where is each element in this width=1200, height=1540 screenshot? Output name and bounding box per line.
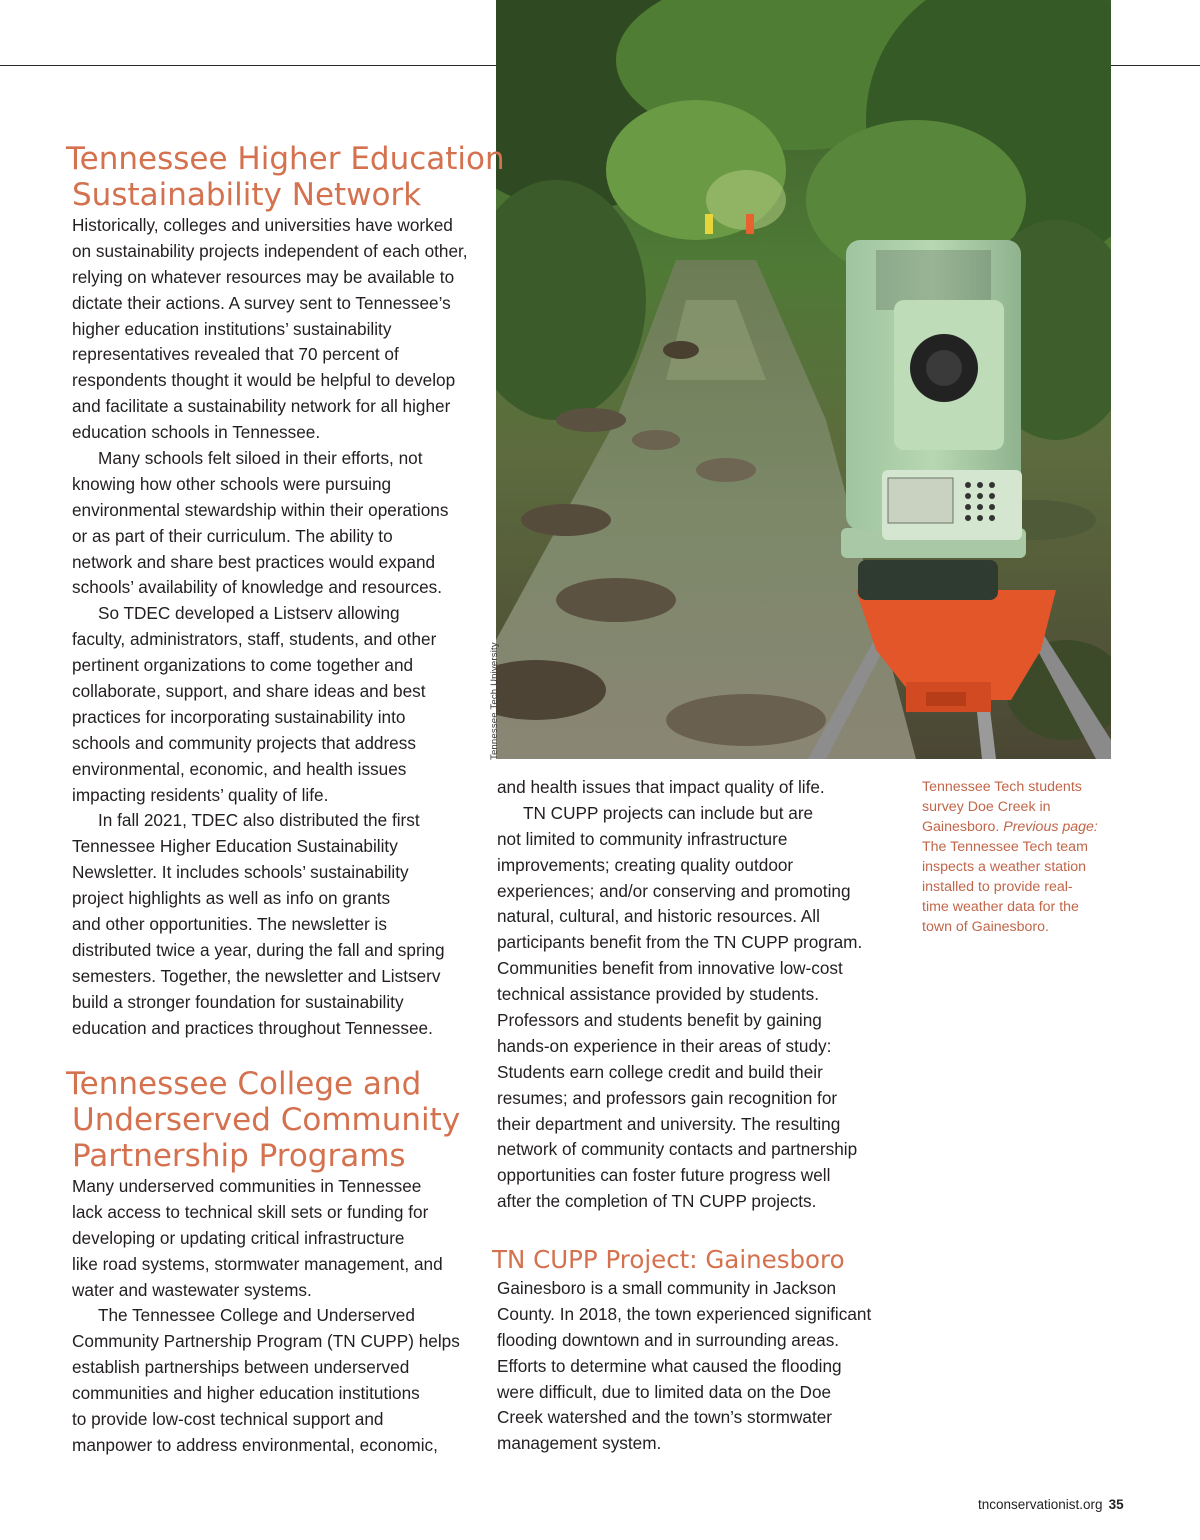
- section2-body: [72, 1174, 460, 1459]
- top-rule-right: [1111, 65, 1200, 66]
- caption-line: The Tennessee Tech team: [922, 839, 1088, 855]
- body-line: improvements; creating quality outdoor: [497, 854, 794, 875]
- body-line: communities and higher education institutions: [72, 1383, 420, 1404]
- body-line: Gainesboro is a small community in Jackson: [497, 1278, 837, 1298]
- body-line: Creek watershed and the town’s stormwater: [497, 1407, 832, 1428]
- body-line: natural, cultural, and historic resources. All: [497, 906, 820, 927]
- section1-title-line: Tennessee Higher Education: [66, 141, 505, 177]
- caption-italic: Previous page:: [1003, 819, 1098, 835]
- section3-title-line: TN CUPP Project: Gainesboro: [492, 1245, 845, 1274]
- body-line: Newsletter. It includes schools’ sustainability: [72, 862, 409, 883]
- body-line: experiences; and/or conserving and promoting: [497, 880, 851, 901]
- body-line: manpower to address environmental, economic,: [72, 1434, 438, 1455]
- caption-line: inspects a weather station: [922, 859, 1087, 875]
- body-line: were difficult, due to limited data on the Doe: [497, 1381, 832, 1402]
- body-line: distributed twice a year, during the fall and spring: [72, 939, 445, 960]
- body-line: Professors and students benefit by gaining: [497, 1010, 822, 1031]
- body-line: In fall 2021, TDEC also distributed the first: [98, 810, 420, 831]
- body-line: technical assistance provided by students.: [497, 984, 819, 1005]
- section2-title-line: Tennessee College and: [66, 1066, 422, 1102]
- body-line: schools’ availability of knowledge and resources.: [72, 577, 443, 598]
- body-line: schools and community projects that address: [72, 732, 416, 753]
- body-line: Efforts to determine what caused the flooding: [497, 1355, 842, 1376]
- body-line: education and practices throughout Tennessee.: [72, 1017, 433, 1038]
- body-line: flooding downtown and in surrounding areas.: [497, 1329, 840, 1350]
- body-line: TN CUPP projects can include but are: [523, 802, 814, 823]
- survey-photo: [496, 0, 1111, 759]
- top-rule-left: [0, 65, 496, 66]
- body-line: relying on whatever resources may be available to: [72, 266, 455, 287]
- body-line: network and share best practices would expand: [72, 551, 436, 572]
- body-line: Students earn college credit and build their: [497, 1061, 823, 1082]
- caption-line: Tennessee Tech students: [922, 779, 1082, 795]
- body-line: developing or updating critical infrastructure: [72, 1227, 405, 1248]
- body-line: establish partnerships between underserved: [72, 1357, 410, 1378]
- photo-caption: [922, 777, 1122, 937]
- body-line: higher education institutions’ sustainability: [72, 318, 392, 339]
- body-line: dictate their actions. A survey sent to Tennessee’s: [72, 292, 451, 313]
- page-footer: [978, 1497, 1124, 1512]
- body-line: and facilitate a sustainability network for all higher: [72, 396, 451, 417]
- body-line: education schools in Tennessee.: [72, 422, 321, 443]
- body-line: The Tennessee College and Underserved: [98, 1305, 415, 1326]
- body-line: build a stronger foundation for sustainability: [72, 991, 404, 1012]
- caption-text: Gainesboro.: [922, 819, 1004, 835]
- body-line: So TDEC developed a Listserv allowing: [98, 603, 400, 624]
- caption-line: town of Gainesboro.: [922, 919, 1049, 935]
- body-line: and other opportunities. The newsletter is: [72, 914, 387, 935]
- body-line: semesters. Together, the newsletter and Listserv: [72, 965, 441, 986]
- body-line: project highlights as well as info on grants: [72, 888, 391, 909]
- section3-title: [492, 1245, 845, 1275]
- body-line: collaborate, support, and share ideas and best: [72, 681, 426, 702]
- page-number: 35: [1108, 1497, 1124, 1512]
- body-line: like road systems, stormwater management, and: [72, 1253, 443, 1274]
- body-line: resumes; and professors gain recognition for: [497, 1087, 838, 1108]
- body-line: their department and university. The resulting: [497, 1113, 841, 1134]
- body-line: pertinent organizations to come together and: [72, 655, 414, 676]
- body-line: practices for incorporating sustainability into: [72, 706, 406, 727]
- body-line: faculty, administrators, staff, students, and other: [72, 629, 437, 650]
- body-line: Tennessee Higher Education Sustainability: [72, 836, 398, 857]
- section3-body: [497, 1276, 871, 1457]
- body-line: water and wastewater systems.: [72, 1279, 312, 1300]
- body-line: hands-on experience in their areas of study:: [497, 1035, 832, 1056]
- section1-title: [66, 141, 505, 213]
- body-line: environmental, economic, and health issues: [72, 758, 407, 779]
- caption-line: survey Doe Creek in: [922, 799, 1051, 815]
- section2-title: [66, 1066, 460, 1174]
- section1-body: [72, 213, 468, 1042]
- body-line: environmental stewardship within their operations: [72, 499, 449, 520]
- column2-body: [497, 775, 862, 1215]
- body-line: network of community contacts and partnership: [497, 1139, 858, 1160]
- caption-line: installed to provide real-: [922, 879, 1073, 895]
- body-line: participants benefit from the TN CUPP program.: [497, 932, 863, 953]
- body-line: to provide low-cost technical support and: [72, 1409, 384, 1430]
- body-line: knowing how other schools were pursuing: [72, 473, 392, 494]
- caption-line: time weather data for the: [922, 899, 1079, 915]
- body-line: impacting residents’ quality of life.: [72, 784, 329, 805]
- body-line: lack access to technical skill sets or funding for: [72, 1201, 429, 1222]
- body-line: opportunities can foster future progress well: [497, 1165, 831, 1186]
- section2-title-line: Underserved Community: [72, 1102, 461, 1138]
- body-line: Communities benefit from innovative low-cost: [497, 958, 843, 979]
- body-line: Many underserved communities in Tennessee: [72, 1176, 422, 1196]
- body-line: Historically, colleges and universities have worked: [72, 215, 453, 235]
- photo-credit: Tennessee Tech University: [489, 642, 500, 760]
- body-line: or as part of their curriculum. The ability to: [72, 525, 393, 546]
- body-line: Community Partnership Program (TN CUPP) helps: [72, 1331, 460, 1352]
- caption-line: [922, 817, 1122, 837]
- body-line: representatives revealed that 70 percent of: [72, 344, 399, 365]
- body-line: Many schools felt siloed in their efforts, not: [98, 448, 423, 469]
- body-line: after the completion of TN CUPP projects.: [497, 1191, 817, 1212]
- section2-title-line: Partnership Programs: [72, 1138, 406, 1174]
- section1-title-line: Sustainability Network: [72, 177, 422, 213]
- footer-site-url[interactable]: tnconservationist.org: [978, 1497, 1103, 1512]
- body-line: not limited to community infrastructure: [497, 828, 788, 849]
- body-line: respondents thought it would be helpful to develop: [72, 370, 456, 391]
- body-line: management system.: [497, 1433, 662, 1454]
- body-line: on sustainability projects independent of each other,: [72, 240, 468, 261]
- body-line: County. In 2018, the town experienced significant: [497, 1303, 872, 1324]
- body-line: and health issues that impact quality of life.: [497, 777, 825, 797]
